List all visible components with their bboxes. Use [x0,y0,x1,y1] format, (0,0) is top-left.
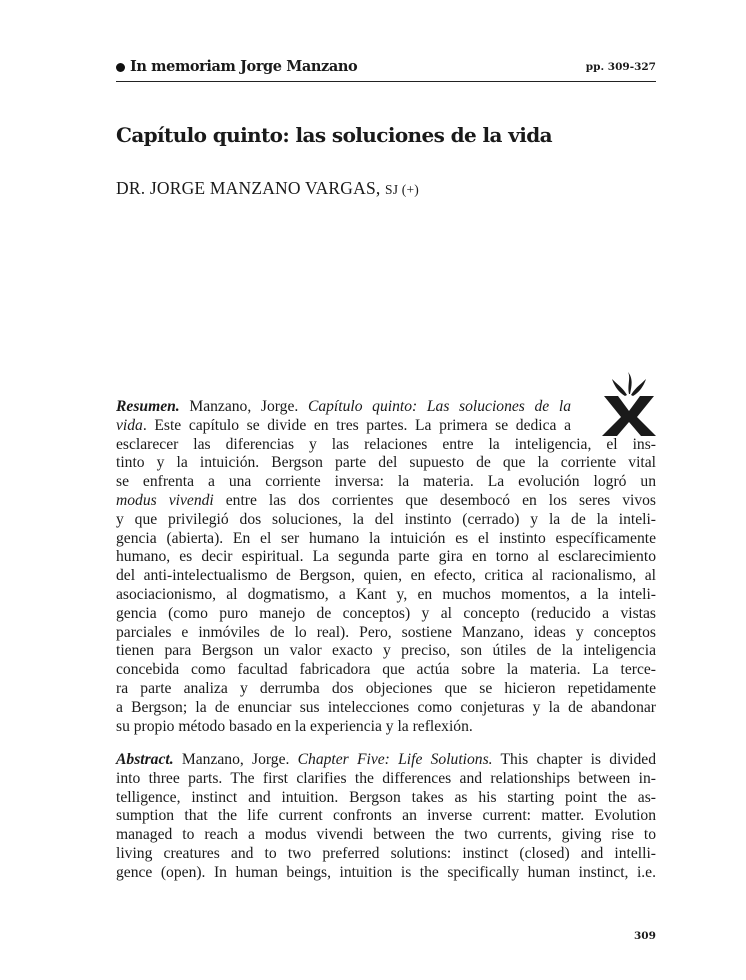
resumen-line: asociacionismo, al dogmatismo, a Kant y, en muchos momentos, a la inteli- [116,585,656,603]
resumen-paragraph [116,398,656,736]
bullet-icon [116,63,125,72]
abstract-line: living creatures and to two preferred solutions: instinct (closed) and intelli- [116,844,656,862]
running-title: In memoriam Jorge Manzano [130,58,358,75]
abstract-line: gence (open). In human beings, intuition is the specifically human instinct, i.e. [116,863,656,881]
resumen-line: esclarecer las diferencias y las relaciones entre la inteligencia, el ins- [116,435,656,453]
page-range: pp. 309-327 [585,61,656,73]
author-line [116,178,419,199]
page-number: 309 [634,930,656,942]
author-name: DR. JORGE MANZANO VARGAS, [116,178,381,198]
abstract-line: into three parts. The first clarifies the differences and relationships between in- [116,769,656,787]
resumen-line: tienen para Bergson un valor exacto y preciso, son útiles de la inteligencia [116,642,656,660]
resumen-line: parciales e inmóviles de lo real). Pero, sostiene Manzano, ideas y conceptos [116,623,656,641]
abstract-title: Chapter Five: Life Solutions. [297,751,493,768]
resumen-label: Resumen. [116,398,180,415]
abstract-line: telligence, instinct and intuition. Bergson takes as his starting point the as- [116,788,656,806]
resumen-line: modus vivendi entre las dos corrientes que desembocó en los seres vivos [116,491,656,509]
author-suffix: SJ (+) [385,182,419,197]
resumen-line: concebida como facultad fabricadora que actúa sobre la materia. La terce- [116,661,656,679]
abstract-line: managed to reach a modus vivendi between the two currents, giving rise to [116,826,656,844]
resumen-line: se enfrenta a una corriente inversa: la materia. La evolución logró un [116,473,656,491]
resumen-title: Capítulo quinto: Las soluciones de la [307,398,571,415]
resumen-line: del anti-intelectualismo de Bergson, quien, en efecto, critica al racionalismo, al [116,567,656,585]
resumen-line: su propio método basado en la experiencia y la reflexión. [116,717,473,735]
abstract-line: Abstract. Manzano, Jorge. Chapter Five: Life Solutions. This chapter is divided [116,751,656,768]
running-header [116,59,656,82]
abstract-line: sumption that the life current confronts an inverse current: matter. Evolution [116,807,656,825]
resumen-line: vida. Este capítulo se divide en tres partes. La primera se dedica a [116,416,571,434]
resumen-line: gencia (abierta). En el ser humano la intuición es el instinto específicamente [116,529,656,547]
resumen-line: a Bergson; la de enunciar sus intelecciones como conjeturas y la de abandonar [116,698,656,716]
resumen-line: y que privilegió dos soluciones, la del instinto (cerrado) y la de la inteli- [116,510,656,528]
resumen-line: ra parte analiza y derrumba dos objeciones que se hicieron repetidamente [116,679,656,697]
resumen-line: gencia (como puro manejo de conceptos) y al concepto (reducido a vistas [116,604,656,622]
resumen-line: Resumen. Manzano, Jorge. Capítulo quinto: Las soluciones de la [116,398,571,415]
abstract-label: Abstract. [116,751,174,768]
abstract-paragraph [116,751,656,883]
chapter-title: Capítulo quinto: las soluciones de la vida [116,123,553,147]
resumen-line: humano, es decir espiritual. La segunda parte gira en torno al esclarecimiento [116,548,656,566]
resumen-line: tinto y la intuición. Bergson parte del supuesto de que la corriente vital [116,454,656,472]
